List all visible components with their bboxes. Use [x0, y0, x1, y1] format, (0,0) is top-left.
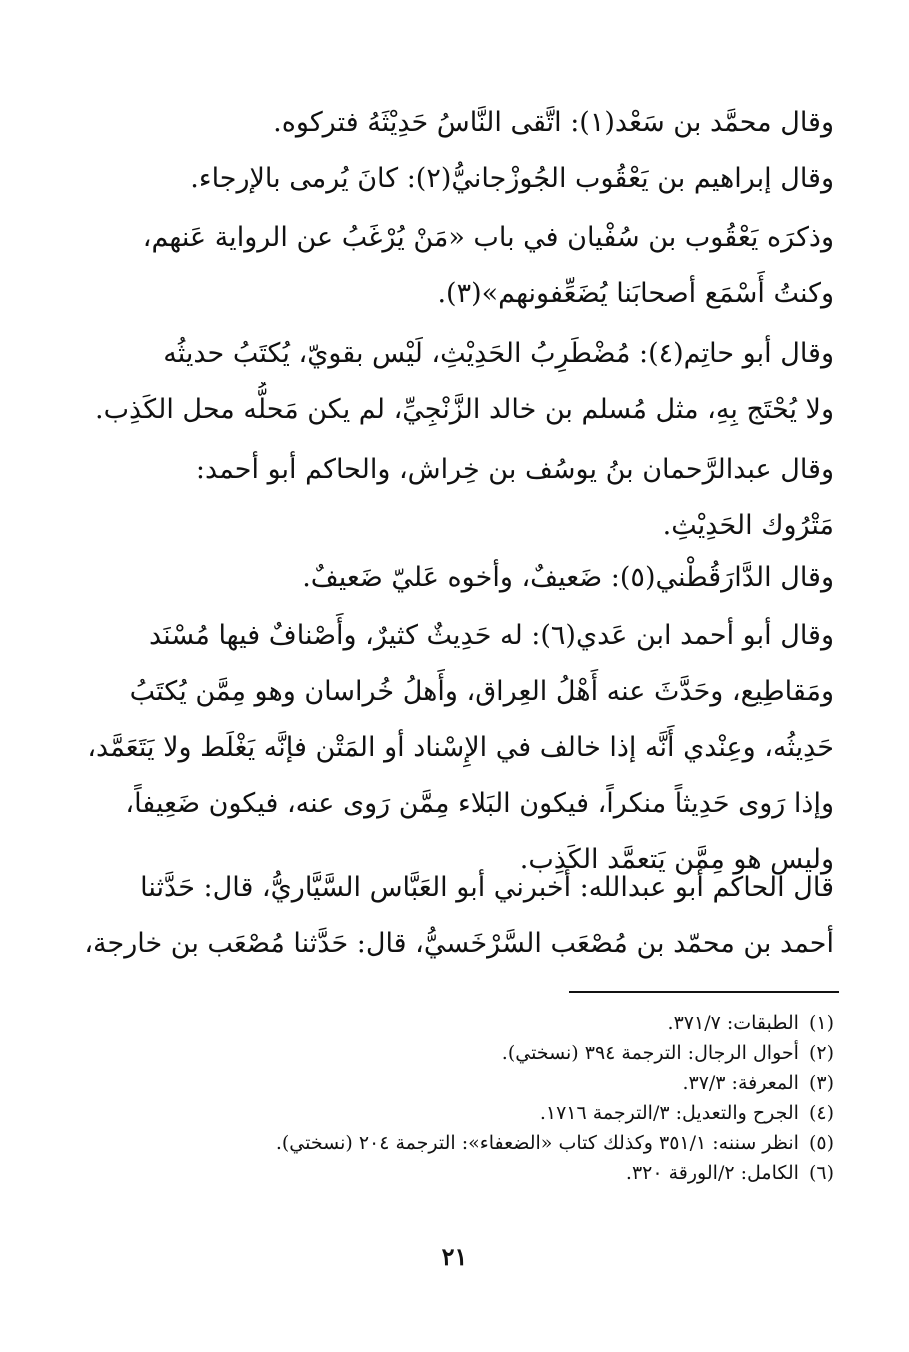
footnote-text: الطبقات: ٣٧١/٧.: [667, 1012, 799, 1034]
paragraph-juzjani: [72, 151, 834, 207]
paragraph-hakim-isnad: [72, 860, 834, 972]
footnote-number: (٢): [808, 1042, 834, 1064]
text-line: مَتْرُوك الحَدِيْثِ.: [662, 510, 834, 541]
text-line: وكنتُ أَسْمَع أصحابَنا يُضَعِّفونهم»(٣).: [437, 278, 834, 309]
text-line: وذكرَه يَعْقُوب بن سُفْيان في باب «مَنْ يُرْغَبُ عن الرواية عَنهم،: [142, 222, 834, 253]
text-line: وقال أبو أحمد ابن عَدي(٦): له حَدِيثٌ كثيرٌ، وأَصْنافٌ فيها مُسْنَد: [149, 620, 834, 651]
paragraph-yaqub-sufyan: [72, 210, 834, 322]
text-line: وليس هو مِمَّن يَتعمَّد الكَذِب.: [519, 844, 834, 875]
text-line: وإذا رَوى حَدِيثاً منكراً، فيكون البَلاء مِمَّن رَوى عنه، فيكون ضَعِيفاً،: [125, 788, 834, 819]
footnote-6: [74, 1158, 834, 1188]
footnote-text: الكامل: ٢/الورقة ٣٢٠.: [625, 1162, 799, 1184]
text-line: وقال محمَّد بن سَعْد(١): اتَّقى النَّاسُ حَدِيْثَهُ فتركوه.: [273, 107, 834, 138]
text-line: ومَقاطِيع، وحَدَّثَ عنه أَهْلُ العِراق، وأَهلُ خُراسان وهو مِمَّن يُكتَبُ: [129, 676, 834, 707]
footnote-number: (١): [808, 1012, 834, 1034]
text-line: قال الحاكم أبو عبدالله: أخبرني أبو العَبَّاس السَّيَّاريُّ، قال: حَدَّثنا: [140, 872, 834, 903]
text-line: وقال الدَّارَقُطْني(٥): ضَعيفٌ، وأخوه عَليّ ضَعيفٌ.: [302, 562, 834, 593]
footnote-number: (٥): [808, 1132, 834, 1154]
footnote-text: أحوال الرجال: الترجمة ٣٩٤ (نسختي).: [501, 1042, 799, 1064]
footnote-divider: [569, 991, 839, 993]
footnote-1: [74, 1008, 834, 1038]
text-line: وقال عبدالرَّحمان بنُ يوسُف بن خِراش، والحاكم أبو أحمد:: [195, 454, 834, 485]
footnote-3: [74, 1068, 834, 1098]
footnote-number: (٤): [808, 1102, 834, 1124]
footnote-5: [74, 1128, 834, 1158]
text-line: أحمد بن محمّد بن مُصْعَب السَّرْخَسيُّ، قال: حَدَّثنا مُصْعَب بن خارجة،: [84, 928, 834, 959]
footnote-number: (٦): [808, 1162, 834, 1184]
page-number: ٢١: [441, 1242, 468, 1271]
text-line: وقال أبو حاتِم(٤): مُضْطَرِبُ الحَدِيْثِ، لَيْس بقويّ، يُكتَبُ حديثُه: [163, 338, 834, 369]
paragraph-ibn-saad: [72, 95, 834, 151]
footnote-4: [74, 1098, 834, 1128]
paragraph-ibn-khirash: [72, 442, 834, 554]
footnotes: [74, 1008, 834, 1188]
footnote-text: انظر سننه: ٣٥١/١ وكذلك كتاب «الضعفاء»: الترجمة ٢٠٤ (نسختي).: [275, 1132, 799, 1154]
text-line: حَدِيثُه، وعِنْدي أَنَّه إذا خالف في الإِسْناد أو المَتْن فإنَّه يَغْلَط ولا يَتَعَمَّد،: [87, 732, 834, 763]
footnote-2: [74, 1038, 834, 1068]
text-line: ولا يُحْتَج بِهِ، مثل مُسلم بن خالد الزَّنْجِيِّ، لم يكن مَحلُّه محل الكَذِب.: [95, 394, 834, 425]
footnote-number: (٣): [808, 1072, 834, 1094]
footnote-text: المعرفة: ٣٧/٣.: [682, 1072, 799, 1094]
footnote-text: الجرح والتعديل: ٣/الترجمة ١٧١٦.: [539, 1102, 799, 1124]
paragraph-abu-hatim: [72, 326, 834, 438]
paragraph-daraqutni: [72, 550, 834, 606]
text-line: وقال إبراهيم بن يَعْقُوب الجُوزْجانيُّ(٢): كانَ يُرمى بالإرجاء.: [190, 163, 834, 194]
paragraph-ibn-adi: [72, 608, 834, 888]
